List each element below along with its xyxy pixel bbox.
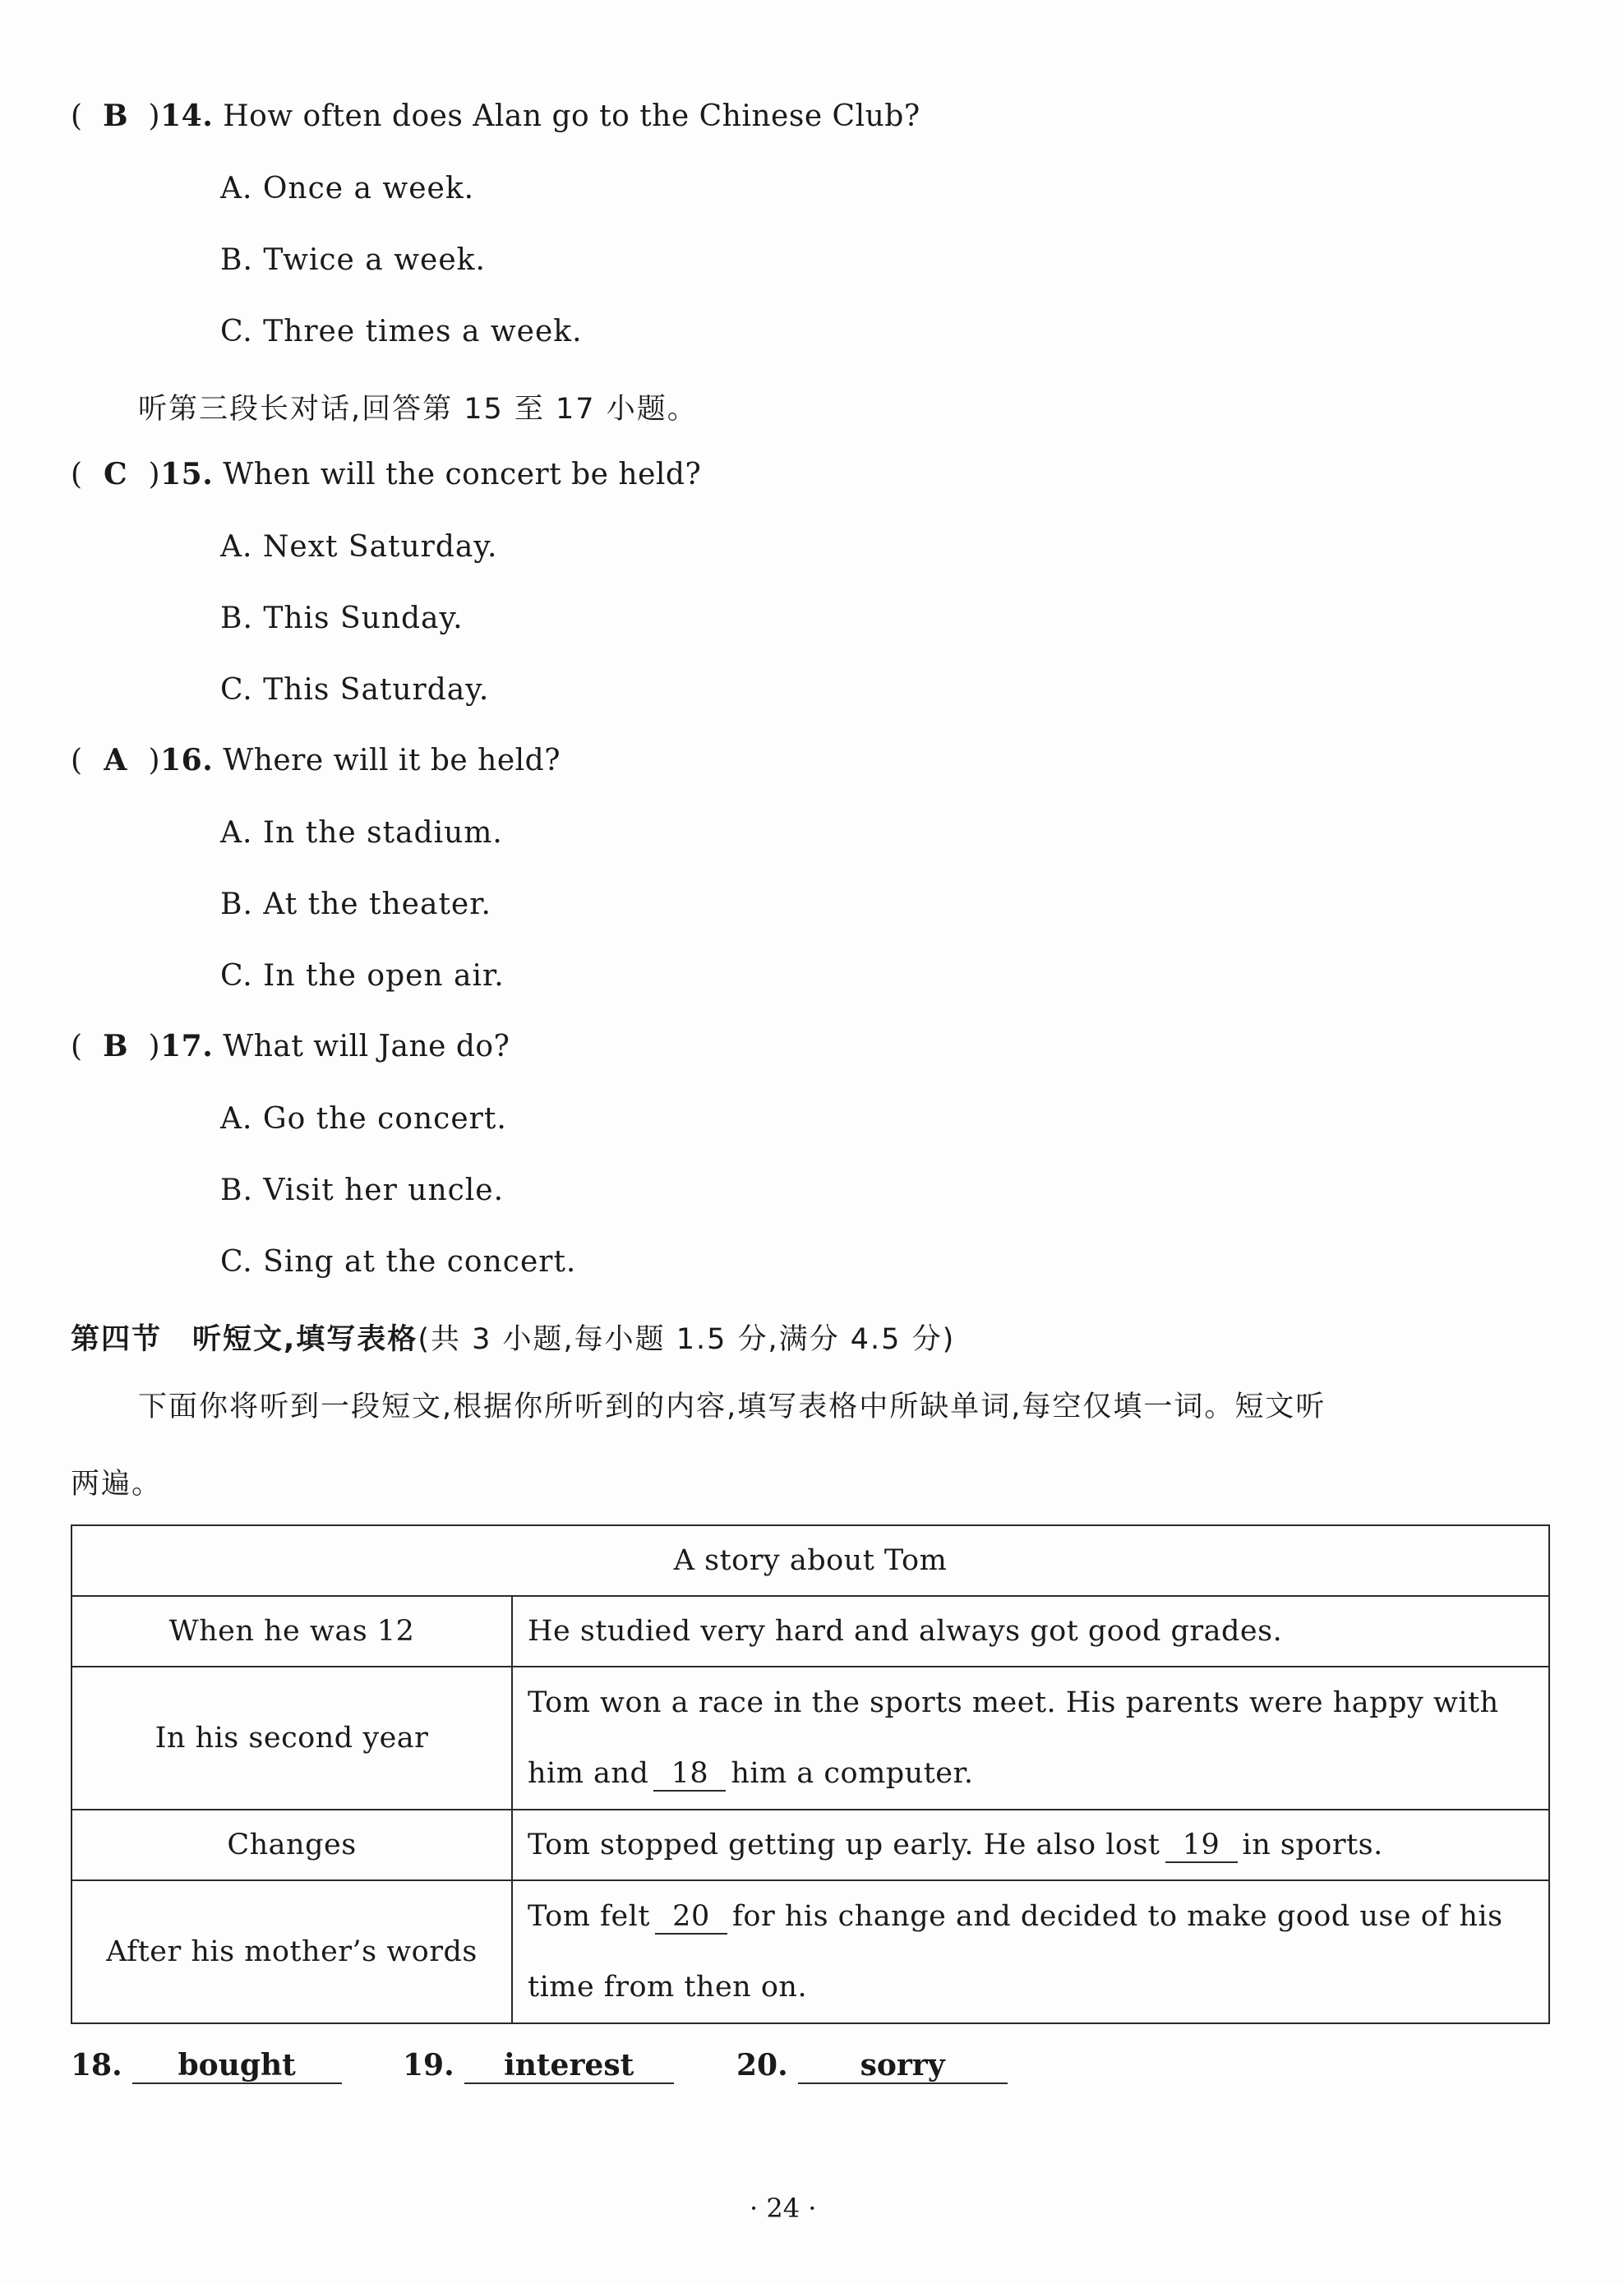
question-number: 14.	[160, 99, 214, 133]
row-text: in sports.	[1242, 1828, 1383, 1861]
section4-instruction-line1: 下面你将听到一段短文,根据你所听到的内容,填写表格中所缺单词,每空仅填一词。短文听	[138, 1391, 1326, 1423]
option-a: A. Next Saturday.	[220, 530, 498, 564]
answer-letter: B	[103, 1029, 129, 1063]
row-text: for his change and decided to make good use of his	[731, 1900, 1503, 1933]
option-c: C. In the open air.	[220, 959, 505, 993]
option-c: C. Three times a week.	[220, 315, 583, 348]
question-number: 15.	[160, 457, 214, 491]
answer-letter: B	[103, 99, 129, 133]
row-text-line: Tom won a race in the sports meet. His parents were happy with	[528, 1686, 1499, 1719]
question-number: 17.	[160, 1029, 214, 1063]
row-content	[512, 1880, 1549, 2023]
option-a: A. Go the concert.	[220, 1102, 507, 1136]
blank-18: 18	[653, 1757, 726, 1792]
answer-value: sorry	[798, 2048, 1008, 2084]
row-label: In his second year	[72, 1667, 512, 1810]
table-row	[72, 1880, 1549, 2023]
section3-instruction: 听第三段长对话,回答第 15 至 17 小题。	[138, 393, 698, 426]
question-15: ( C )15. When will the concert be held?	[71, 457, 702, 491]
row-label: After his mother’s words	[72, 1880, 512, 2023]
table-title: A story about Tom	[72, 1525, 1549, 1596]
section4-heading	[71, 1317, 955, 1358]
answer-number: 18.	[71, 2048, 122, 2082]
blank-20: 20	[655, 1900, 727, 1935]
table-row	[72, 1667, 1549, 1810]
question-text: What will Jane do?	[223, 1030, 510, 1063]
row-text-line	[528, 1881, 1534, 1952]
answer-18	[71, 2048, 342, 2084]
option-b: B. Visit her uncle.	[220, 1174, 505, 1207]
row-content: He studied very hard and always got good grades.	[512, 1596, 1549, 1667]
question-text: When will the concert be held?	[223, 458, 702, 491]
row-text-line: time from then on.	[528, 1971, 808, 2004]
row-text: Tom felt	[528, 1900, 650, 1933]
option-c: C. This Saturday.	[220, 673, 490, 707]
answer-letter: A	[104, 743, 127, 777]
row-label: When he was 12	[72, 1596, 512, 1667]
section4-title: 第四节 听短文,填写表格	[71, 1323, 418, 1356]
question-16: ( A )16. Where will it be held?	[71, 743, 561, 777]
blank-19: 19	[1165, 1829, 1238, 1863]
option-b: B. This Sunday.	[220, 602, 464, 635]
page-number: · 24 ·	[750, 2193, 817, 2224]
question-14: ( B )14. How often does Alan go to the Chinese Club?	[71, 99, 920, 133]
table-row	[72, 1596, 1549, 1667]
row-text: Tom stopped getting up early. He also lost	[528, 1828, 1160, 1861]
row-content	[512, 1810, 1549, 1880]
option-b: B. At the theater.	[220, 888, 491, 921]
row-text: him a computer.	[731, 1757, 974, 1790]
option-a: A. In the stadium.	[220, 816, 503, 850]
row-text: him and	[528, 1757, 649, 1790]
answer-value: bought	[132, 2048, 342, 2084]
answer-number: 19.	[403, 2048, 454, 2082]
answer-number: 20.	[736, 2048, 788, 2082]
section4-instruction-line2: 两遍。	[71, 1468, 163, 1501]
option-c: C. Sing at the concert.	[220, 1245, 577, 1279]
question-17: ( B )17. What will Jane do?	[71, 1029, 510, 1063]
answer-20	[736, 2048, 1008, 2084]
question-text: Where will it be held?	[223, 744, 561, 777]
section4-score: (共 3 小题,每小题 1.5 分,满分 4.5 分)	[418, 1323, 956, 1356]
answer-letter: C	[103, 457, 128, 491]
table-row	[72, 1525, 1549, 1596]
answer-value: interest	[464, 2048, 674, 2084]
question-text: How often does Alan go to the Chinese Club?	[223, 99, 920, 133]
row-text-line	[528, 1738, 1534, 1809]
option-a: A. Once a week.	[220, 172, 475, 205]
question-number: 16.	[160, 743, 214, 777]
option-b: B. Twice a week.	[220, 243, 486, 277]
row-content	[512, 1667, 1549, 1810]
answer-19	[403, 2048, 674, 2084]
row-label: Changes	[72, 1810, 512, 1880]
table-row	[72, 1810, 1549, 1880]
story-table	[71, 1524, 1550, 2024]
